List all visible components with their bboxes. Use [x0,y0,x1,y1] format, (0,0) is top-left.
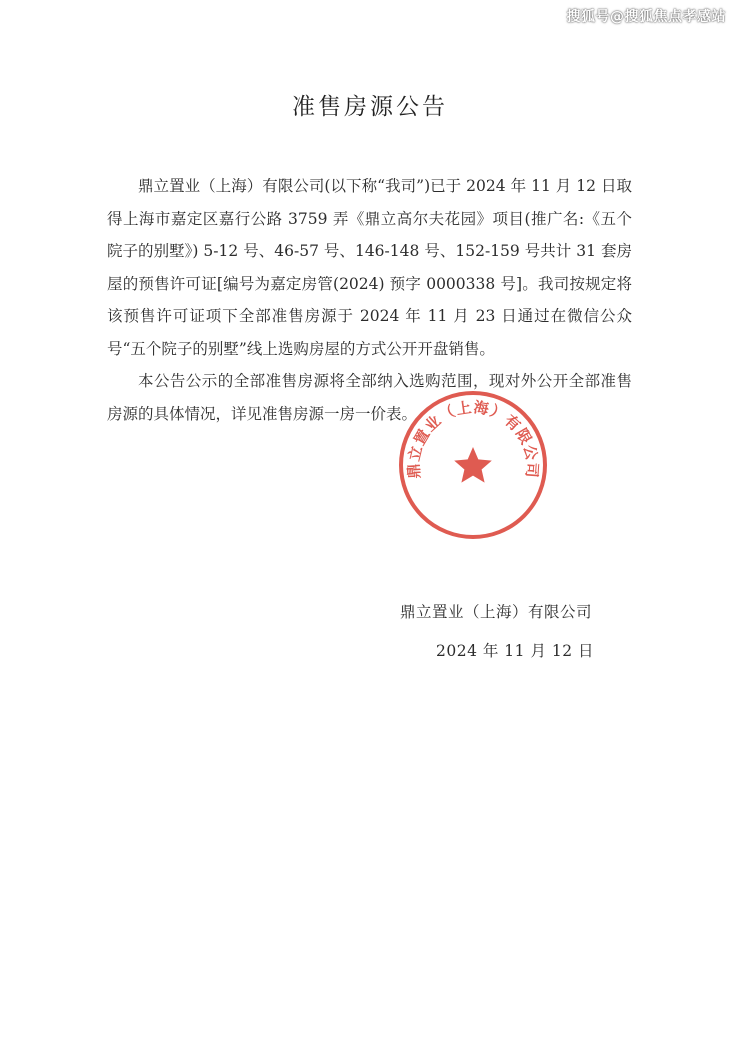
signature-date: 2024 年 11 月 12 日 [436,642,595,660]
paragraph-2: 本公告公示的全部准售房源将全部纳入选购范围，现对外公开全部准售房源的具体情况，详见准售房源一房一价表。 [107,372,632,423]
watermark: 搜狐号@搜狐焦点孝感站 [566,9,726,25]
announcement-body [107,170,632,430]
page-title: 准售房源公告 [292,94,448,120]
seal-star [454,447,492,483]
signature-company: 鼎立置业（上海）有限公司 [400,603,593,621]
seal-text: 鼎立置业（上海）有限公司 [404,398,542,480]
company-seal [393,385,553,545]
paragraph-1: 鼎立置业（上海）有限公司(以下称“我司”)已于 2024 年 11 月 12 日取得上海市嘉定区嘉行公路 3759 弄《鼎立高尔夫花园》项目(推广名:《五个院子的别墅》) 5-12 号、46-57 号、146-148 号、152-159 号共计 31 套房屋的预售许可证[编号为嘉定房管(2024) 预字 0000338 号]。我司按规定将该预售许可证项下全部准售房源于 2024 年 11 月 23 日通过在微信公众号“五个院子的别墅”线上选购房屋的方式公开开盘销售。 [107,177,632,358]
